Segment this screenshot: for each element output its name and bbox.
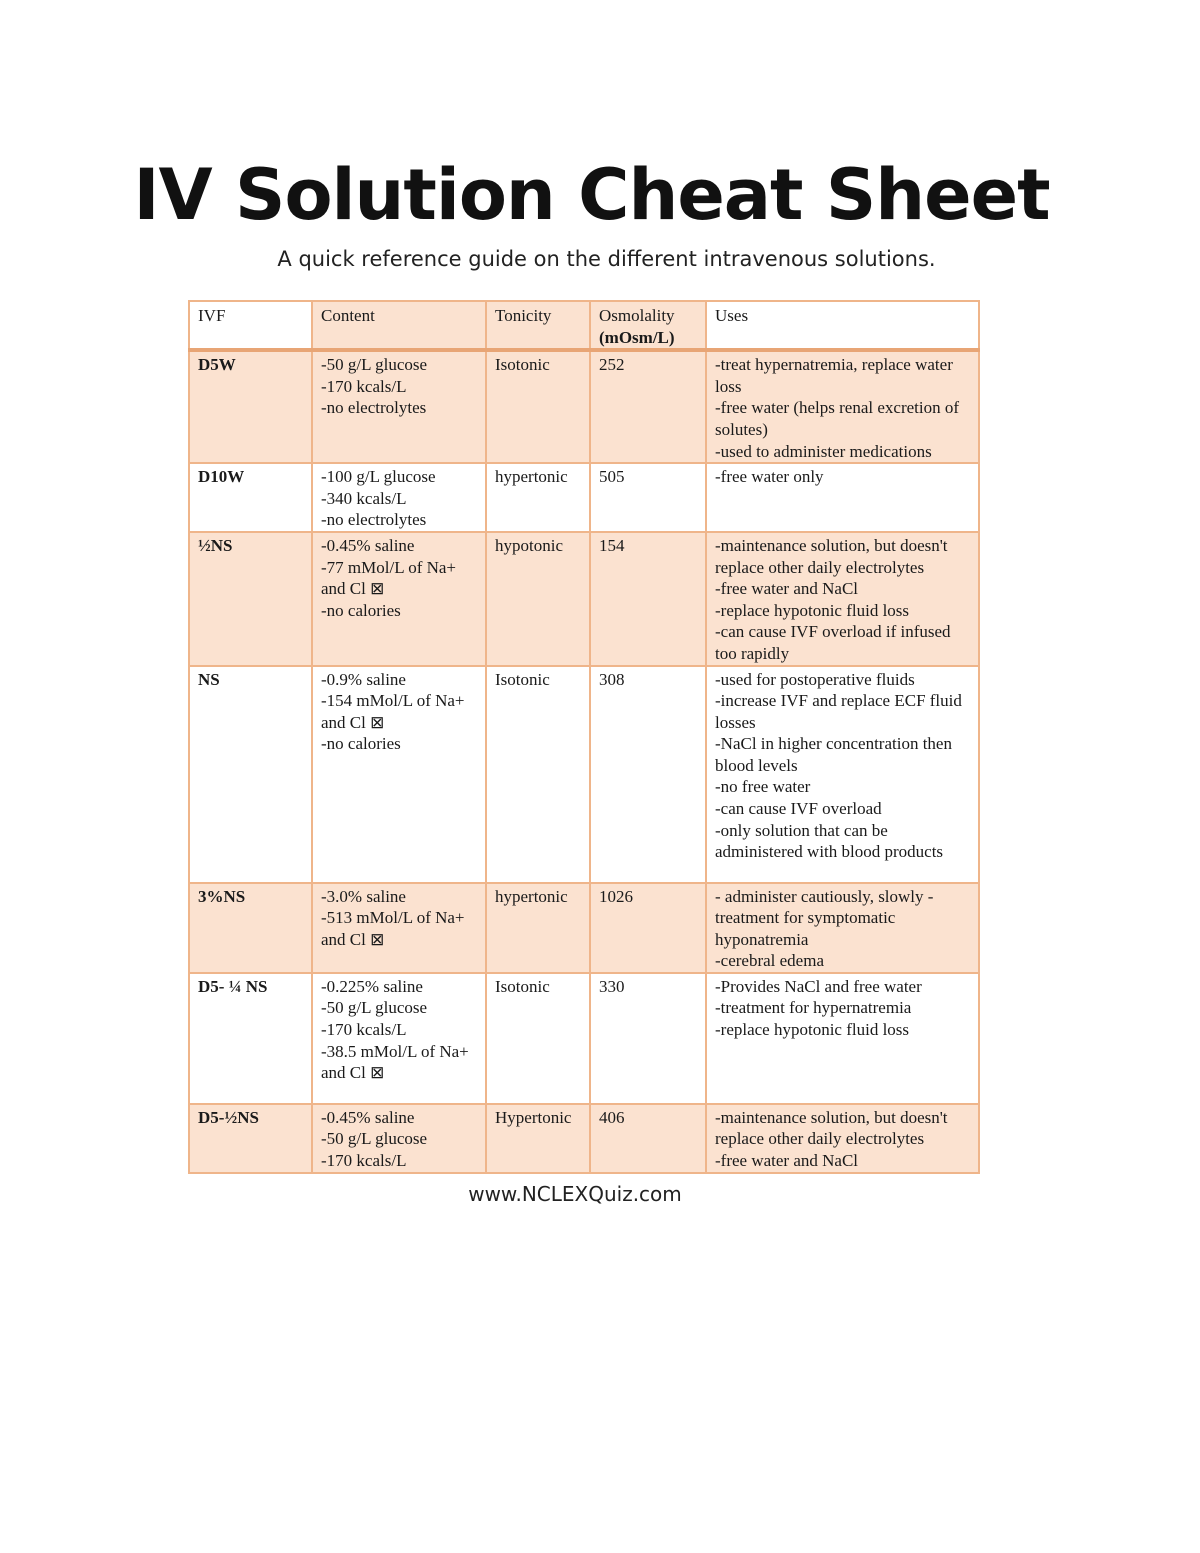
- cell-ivf: D5-½NS: [189, 1104, 312, 1173]
- cell-content: -50 g/L glucose -170 kcals/L -no electrolytes: [312, 350, 486, 463]
- iv-solution-table: [188, 300, 980, 1174]
- cell-ivf: NS: [189, 666, 312, 883]
- cell-tonicity: Isotonic: [486, 973, 590, 1104]
- cell-osmolality: 330: [590, 973, 706, 1104]
- cell-uses: - administer cautiously, slowly - treatment for symptomatic hyponatremia -cerebral edema: [706, 883, 979, 973]
- cell-tonicity: Hypertonic: [486, 1104, 590, 1173]
- table-row: [189, 350, 979, 463]
- header-content: Content: [312, 301, 486, 350]
- table-header-row: [189, 301, 979, 350]
- cell-osmolality: 252: [590, 350, 706, 463]
- header-osmolality-label: Osmolality: [599, 306, 675, 325]
- cell-uses: -used for postoperative fluids -increase IVF and replace ECF fluid losses -NaCl in higher concentration then blood levels -no free water -can cause IVF overload -only solution that can be administered with blood products: [706, 666, 979, 883]
- footer-url: www.NCLEXQuiz.com: [468, 1182, 682, 1206]
- header-osmolality: [590, 301, 706, 350]
- cell-uses: -treat hypernatremia, replace water loss -free water (helps renal excretion of solutes) -used to administer medications: [706, 350, 979, 463]
- cell-tonicity: Isotonic: [486, 666, 590, 883]
- cell-content: -0.45% saline -50 g/L glucose -170 kcals/L: [312, 1104, 486, 1173]
- table-row: [189, 973, 979, 1104]
- page-subtitle: A quick reference guide on the different intravenous solutions.: [277, 247, 936, 271]
- cell-osmolality: 505: [590, 463, 706, 532]
- table-row: [189, 666, 979, 883]
- cell-ivf: D5W: [189, 350, 312, 463]
- cell-osmolality: 308: [590, 666, 706, 883]
- cell-content: -0.9% saline -154 mMol/L of Na+ and Cl ⊠ -no calories: [312, 666, 486, 883]
- cell-ivf: 3%NS: [189, 883, 312, 973]
- cell-uses: -maintenance solution, but doesn't replace other daily electrolytes -free water and NaCl -replace hypotonic fluid loss -can cause IVF overload if infused too rapidly: [706, 532, 979, 666]
- table-row: [189, 1104, 979, 1173]
- cell-tonicity: hypertonic: [486, 463, 590, 532]
- header-ivf: IVF: [189, 301, 312, 350]
- page-title: IV Solution Cheat Sheet: [133, 154, 1050, 236]
- header-uses: Uses: [706, 301, 979, 350]
- cell-uses: -free water only: [706, 463, 979, 532]
- cell-ivf: ½NS: [189, 532, 312, 666]
- cell-ivf: D5- ¼ NS: [189, 973, 312, 1104]
- cell-osmolality: 1026: [590, 883, 706, 973]
- cell-tonicity: hypotonic: [486, 532, 590, 666]
- cell-uses: -maintenance solution, but doesn't replace other daily electrolytes -free water and NaCl: [706, 1104, 979, 1173]
- cell-osmolality: 154: [590, 532, 706, 666]
- table-row: [189, 883, 979, 973]
- cell-content: -100 g/L glucose -340 kcals/L -no electrolytes: [312, 463, 486, 532]
- cell-tonicity: hypertonic: [486, 883, 590, 973]
- header-tonicity: Tonicity: [486, 301, 590, 350]
- cell-osmolality: 406: [590, 1104, 706, 1173]
- table-row: [189, 532, 979, 666]
- table-row: [189, 463, 979, 532]
- cell-tonicity: Isotonic: [486, 350, 590, 463]
- cell-content: -3.0% saline -513 mMol/L of Na+ and Cl ⊠: [312, 883, 486, 973]
- cell-content: -0.225% saline -50 g/L glucose -170 kcals/L -38.5 mMol/L of Na+ and Cl ⊠: [312, 973, 486, 1104]
- header-osmolality-unit: (mOsm/L): [599, 327, 675, 347]
- cell-uses: -Provides NaCl and free water -treatment for hypernatremia -replace hypotonic fluid loss: [706, 973, 979, 1104]
- cell-content: -0.45% saline -77 mMol/L of Na+ and Cl ⊠ -no calories: [312, 532, 486, 666]
- cell-ivf: D10W: [189, 463, 312, 532]
